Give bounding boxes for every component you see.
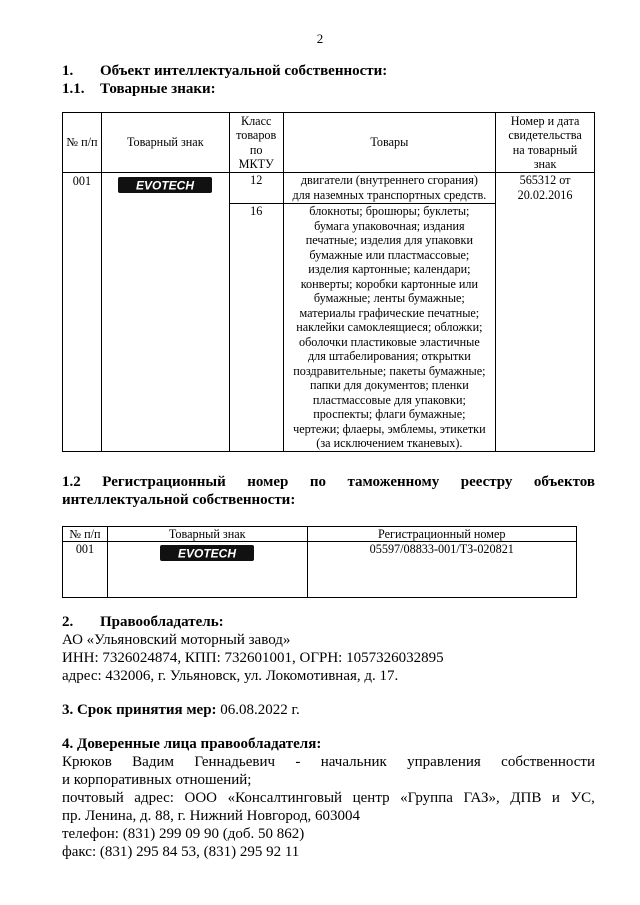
- trademark-table: [62, 112, 595, 452]
- row-goods-1: двигатели (внутреннего сгорания) для наземных транспортных средств.: [283, 173, 495, 204]
- trustee-fax: факс: (831) 295 84 53, (831) 295 92 11: [62, 844, 300, 860]
- trustee-line-2: и корпоративных отношений;: [62, 772, 252, 788]
- row-mark: [101, 173, 229, 452]
- row-goods-2: блокноты; брошюры; буклеты; бумага упаковочная; издания печатные; изделия для упаковки бумажные или пластмассовые; изделия картонные; календари; конверты; коробки картонные или бумажные; ленты бумажные; материалы графические печатные; наклейки самоклеящиеся; обложки; оболочки пластиковые эластичные для штабелирования; открытки поздравительные; пакеты бумажные; папки для документов; пленки пластмассовые для упаковки; проспекты; флаги бумажные; чертежи; флаеры, эмблемы, этикетки (за исключением тканевых).: [283, 204, 495, 452]
- section-1-1-number: 1.1.: [62, 81, 85, 97]
- owner-address: адрес: 432006, г. Ульяновск, ул. Локомотивная, д. 17.: [62, 668, 399, 684]
- trustee-line-4: пр. Ленина, д. 88, г. Нижний Новгород, 603004: [62, 808, 361, 824]
- section-1-number: 1.: [62, 63, 74, 79]
- reg-header-number: Регистрационный номер: [307, 527, 576, 542]
- trustee-phone: телефон: (831) 299 09 90 (доб. 50 862): [62, 826, 305, 842]
- header-goods: Товары: [283, 113, 495, 173]
- reg-row-mark: [107, 542, 307, 598]
- evotech-logo: [160, 545, 254, 561]
- trustee-line-3: почтовый адрес: ООО «Консалтинговый центр «Группа ГАЗ», ДПВ и УС,: [62, 790, 595, 806]
- header-mark: Товарный знак: [101, 113, 229, 173]
- section-1-title: Объект интеллектуальной собственности:: [100, 63, 388, 79]
- row-class-2: 16: [229, 204, 283, 452]
- section-1-heading: [62, 63, 602, 81]
- reg-header-num: № п/п: [63, 527, 108, 542]
- section-3-value: 06.08.2022 г.: [216, 702, 300, 718]
- section-3: [62, 702, 300, 719]
- section-2-title: Правообладатель:: [100, 614, 224, 630]
- row-cert: 565312 от 20.02.2016: [496, 173, 595, 452]
- section-4-heading: 4. Доверенные лица правообладателя:: [62, 736, 322, 752]
- table-row: [63, 542, 577, 598]
- row-class-1: 12: [229, 173, 283, 204]
- section-1-2-heading-line-2: интеллектуальной собственности:: [62, 492, 296, 508]
- logo-text: EVOTECH: [178, 546, 237, 561]
- reg-header-mark: Товарный знак: [107, 527, 307, 542]
- section-2-number: 2.: [62, 614, 74, 630]
- evotech-logo: [118, 177, 212, 193]
- trademark-table-header: [63, 113, 595, 173]
- section-2-heading: [62, 614, 602, 632]
- section-1-2-heading: 1.2 Регистрационный номер по таможенному реестру объектов: [62, 474, 595, 490]
- owner-name: АО «Ульяновский моторный завод»: [62, 632, 291, 648]
- owner-ids: ИНН: 7326024874, КПП: 732601001, ОГРН: 1057326032895: [62, 650, 444, 666]
- section-3-title: 3. Срок принятия мер:: [62, 702, 217, 718]
- header-cert: Номер и дата свидетельства на товарный знак: [496, 113, 595, 173]
- header-class: Класс товаров по МКТУ: [229, 113, 283, 173]
- header-num: № п/п: [63, 113, 102, 173]
- page-number: 2: [316, 31, 324, 46]
- registry-table: [62, 526, 577, 598]
- table-row: [63, 173, 595, 204]
- row-num: 001: [63, 173, 102, 452]
- registry-table-header: [63, 527, 577, 542]
- section-1-1-title: Товарные знаки:: [100, 81, 216, 97]
- logo-text: EVOTECH: [136, 178, 195, 193]
- trustee-line-1: Крюков Вадим Геннадьевич - начальник управления собственности: [62, 754, 595, 770]
- reg-row-number: 05597/08833-001/ТЗ-020821: [307, 542, 576, 598]
- reg-row-num: 001: [63, 542, 108, 598]
- section-1-1-heading: [62, 81, 602, 99]
